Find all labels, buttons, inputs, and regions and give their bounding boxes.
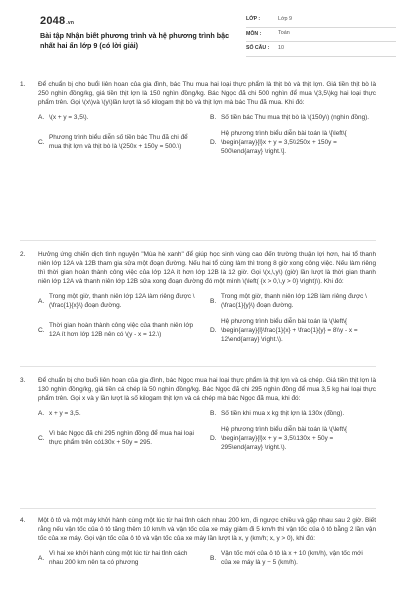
option-letter: A. [38,297,45,305]
question-stem [20,376,376,403]
question-number: 4. [20,517,26,524]
option-letter: D. [210,434,217,442]
question-text: Để chuẩn bị cho buổi liên hoan của gia đình, bác Thu mua hai loại thực phẩm là thịt bò và thịt lợn. Giá tiền thịt bò là 250 nghìn đồng/kg, giá tiền thịt lợn là 150 nghìn đồng/kg. Bác Ngọc đã chi 500 nghìn để mua \(3,5\)kg hai loại thực phẩm trên. Gọi \(x\)và \(y\)lần lượt là số kilogam thịt bò và thịt lợn mà bác Thu đã mua. Khi đó: [38,81,376,107]
question-divider [20,508,376,509]
option-text: Phương trình biểu diễn số tiền bác Thu đã chi để mua thịt lợn và thịt bò là \(250x + 150y = 500.\) [49,134,188,151]
answer-options [20,113,376,156]
question-text: Hưởng ứng chiến dịch tình nguyện "Mùa hè xanh" để giúp học sinh vùng cao đến trường thuận lợi hơn, hai tổ thanh niên lớp 12A và 12B tham gia sửa một đoạn đường. Nếu hai tổ cùng làm thì trong 8 giờ xong công việc. Nếu làm riêng thì thời gian hoàn thành công việc của lớp 12A ít hơn lớp 12B là 12 giờ. Gọi \(x,\,y\) (giờ) lần lượt là thời gian thanh niên lớp 12A và thanh niên lớp 12B sửa xong đoạn đường đó một mình \(\left( {x > 0,\,y > 0} \right)\). Khi đó: [38,251,376,286]
meta-row-subject [246,28,396,43]
option-letter: D. [210,138,217,146]
option-text: Số tiền bác Thu mua thịt bò là \(150y\) (nghìn đồng). [221,114,370,122]
meta-key: MÔN : [246,30,262,37]
meta-value: 10 [278,44,284,51]
option-text: Thời gian hoàn thành công việc của thanh niên lớp 12A ít hơn lớp 12B nên có \(y - x = 12.\) [49,322,194,339]
answer-options [20,292,376,343]
option-text: Số tiền khi mua x kg thịt lợn là 130x (đồng). [221,410,345,418]
logo-suffix: .vn [66,20,75,26]
question-stem [20,80,376,107]
option-b[interactable] [210,113,376,122]
option-c[interactable] [38,425,204,452]
meta-value: Toán [278,30,290,37]
option-text: Hệ phương trình biểu diễn bài toán là \(\left\{ \begin{array}{l}\frac{1}{x} + \frac{1}{y} = 8\\y - x = 12\end{array} \right.\). [221,317,358,343]
worksheet-header [20,0,378,66]
question-2 [20,250,376,344]
question-number: 3. [20,377,26,384]
site-logo[interactable] [40,14,74,30]
page-title: Bài tập Nhận biết phương trình và hệ phương trình bậc nhất hai ẩn lớp 9 (có lời giải) [40,31,230,50]
option-b[interactable] [210,292,376,310]
option-letter: A. [38,410,45,418]
option-d[interactable] [210,425,376,452]
worksheet-meta [246,13,396,57]
question-divider [20,240,376,241]
question-3 [20,376,376,452]
answer-options [20,549,376,567]
option-a[interactable] [38,409,204,418]
question-1 [20,80,376,156]
option-letter: B. [210,297,217,305]
logo-text: 2048 [40,15,66,27]
question-stem [20,250,376,286]
option-text: Vì hai xe khởi hành cùng một lúc từ hai tỉnh cách nhau 200 km nên ta có phương [49,550,188,567]
meta-row-count [246,42,396,57]
option-text: Vì bác Ngọc đã chi 295 nghìn đồng để mua hai loại thực phẩm trên có130x + 50y = 295. [49,430,194,447]
option-text: \(x + y = 3,5\). [49,114,89,122]
option-d[interactable] [210,317,376,344]
option-letter: A. [38,554,45,562]
question-number: 1. [20,81,26,88]
option-letter: C. [38,138,45,146]
option-d[interactable] [210,129,376,156]
question-divider [20,366,376,367]
meta-key: LỚP : [246,16,261,23]
option-a[interactable] [38,292,204,310]
option-letter: C. [38,434,45,442]
option-text: Hệ phương trình biểu diễn bài toán là \[\left\{ \begin{array}{l}x + y = 3,5\\250x + 150y = 500\end{array} \right.\]. [221,129,347,155]
question-text: Để chuẩn bị cho buổi liên hoan của gia đình, bác Ngọc mua hai loại thực phẩm là thịt lợn và cá chép. Giá tiền thịt lợn là 130 nghìn đồng/kg, giá tiền cá chép là 50 nghìn đồng/kg. Bác Ngọc đã chi 295 nghìn đồng để mua 3,5 kg hai loại thực phẩm trên. Gọi x và y lần lượt là số kilogam thịt lợn và cá chép mà bác Ngọc đã mua, khi đó: [38,377,376,403]
meta-key: SỐ CÂU : [246,45,270,52]
option-text: Hệ phương trình biểu diễn bài toán là \(\left\{ \begin{array}{l}x + y = 3,5\\130x + 50y = 295\end{array} \right.\). [221,425,348,451]
option-b[interactable] [210,409,376,418]
option-letter: B. [210,410,217,418]
option-letter: B. [210,554,217,562]
option-letter: B. [210,114,217,122]
answer-options [20,409,376,452]
question-number: 2. [20,251,26,258]
option-c[interactable] [38,129,204,156]
option-c[interactable] [38,317,204,344]
option-text: Vận tốc mới của ô tô là x + 10 (km/h), vận tốc mới của xe máy là y − 5 (km/h). [221,550,363,567]
option-letter: A. [38,114,45,122]
question-4 [20,516,376,567]
option-a[interactable] [38,113,204,122]
option-text: Trong một giờ, thanh niên lớp 12A làm riêng được \(\frac{1}{x}\) đoạn đường. [49,293,195,310]
question-text: Một ô tô và một máy khởi hành cùng một lúc từ hai tỉnh cách nhau 200 km, đi ngược chiều và gặp nhau sau 2 giờ. Biết rằng nếu vận tốc của ô tô tăng thêm 10 km/h và vận tốc của xe máy giảm đi 5 km/h thì vận tốc của ô tô bằng 2 lần vận tốc của xe máy. Gọi vận tốc của ô tô và vận tốc của xe máy lần lượt là x, y (km/h; x, y > 0), khi đó: [38,517,376,543]
option-a[interactable] [38,549,204,567]
meta-value: Lớp 9 [278,15,293,22]
option-text: Trong một giờ, thanh niên lớp 12B làm riêng được \(\frac{1}{y}\) đoạn đường. [221,293,367,310]
option-letter: C. [38,326,45,334]
option-letter: D. [210,326,217,334]
option-text: x + y = 3,5. [49,410,81,418]
question-stem [20,516,376,543]
option-b[interactable] [210,549,376,567]
meta-row-class [246,13,396,28]
